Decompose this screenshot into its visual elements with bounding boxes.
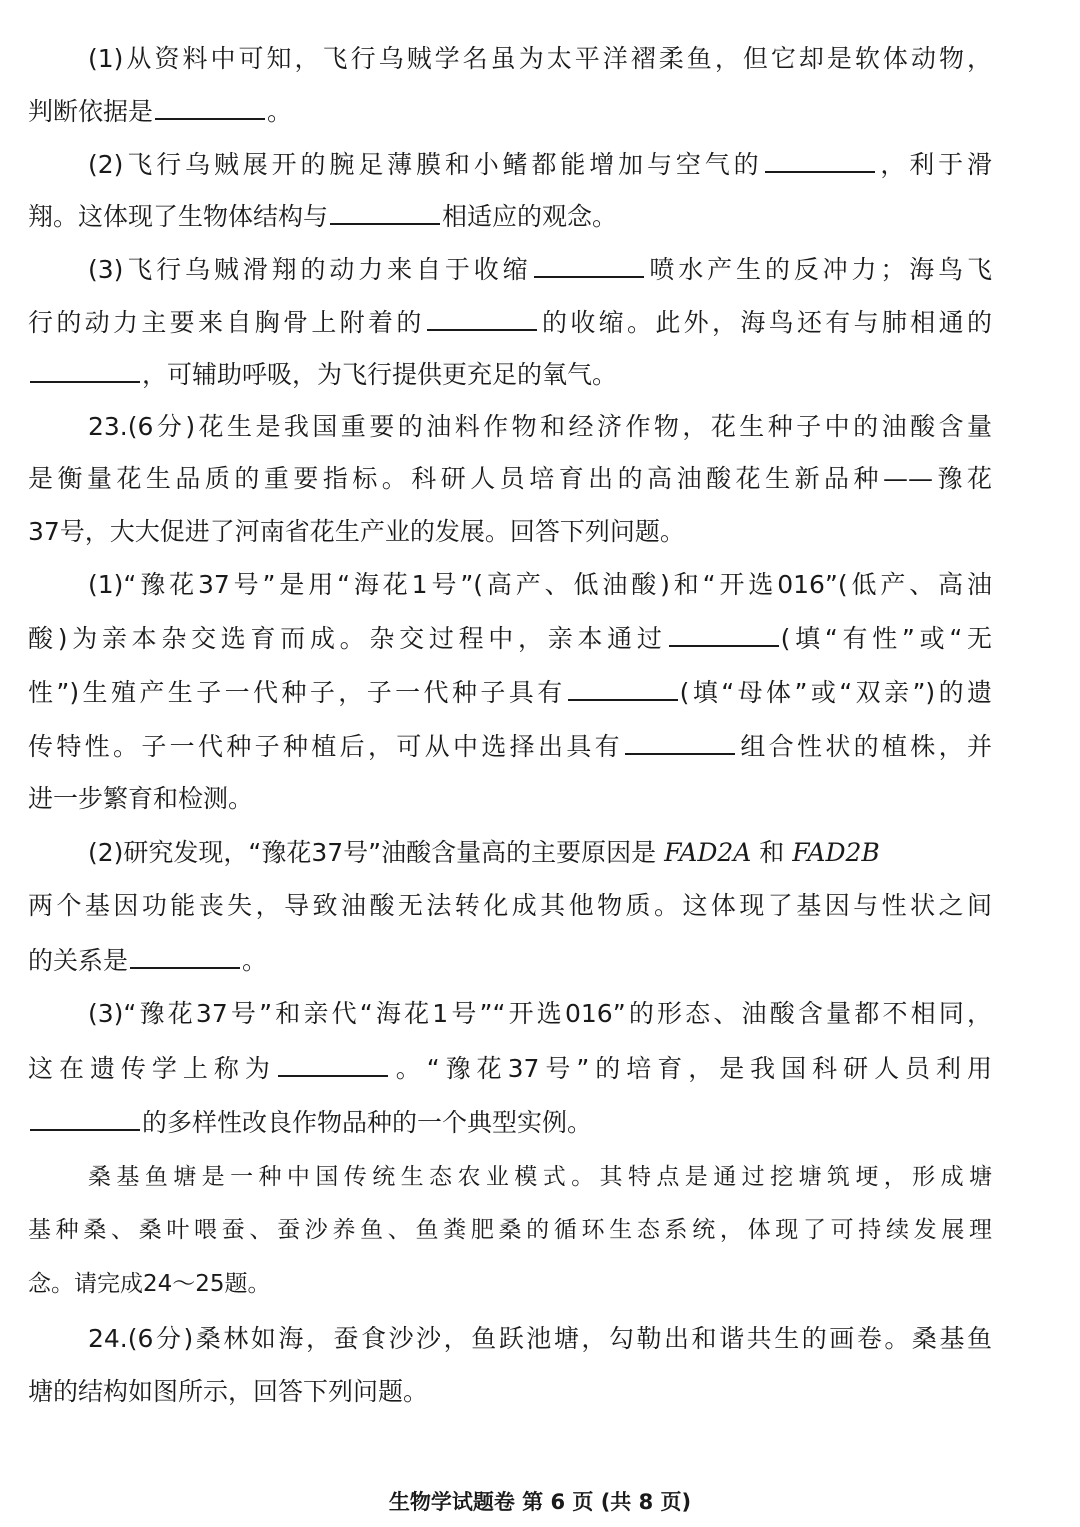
q23-part1-line2 bbox=[28, 621, 992, 656]
text: 判断依据是 bbox=[28, 97, 154, 126]
q22-part1-line1 bbox=[88, 42, 992, 76]
q23-part3-line2 bbox=[28, 1051, 992, 1086]
q22-part2-line2 bbox=[28, 199, 992, 234]
answer-blank[interactable] bbox=[625, 729, 735, 755]
answer-blank[interactable] bbox=[427, 305, 537, 331]
material-line3 bbox=[28, 1267, 992, 1301]
q23-intro-line1 bbox=[88, 410, 992, 444]
answer-blank[interactable] bbox=[155, 94, 265, 120]
text: 翔。这体现了生物体结构与 bbox=[28, 202, 329, 231]
text: (3)“豫花37号”和亲代“海花1号”“开选016”的形态、油酸含量都不相同， bbox=[88, 999, 992, 1028]
q23-intro-line2 bbox=[28, 462, 992, 496]
material-line2 bbox=[28, 1213, 992, 1247]
text: 行的动力主要来自胸骨上附着的 bbox=[28, 308, 425, 337]
text: (1)从资料中可知，飞行乌贼学名虽为太平洋褶柔鱼，但它却是软体动物， bbox=[88, 44, 992, 73]
q23-part1-line4 bbox=[28, 729, 992, 764]
text: 进一步繁育和检测。 bbox=[28, 784, 254, 813]
answer-blank[interactable] bbox=[130, 943, 240, 969]
q22-part1-line2 bbox=[28, 94, 992, 129]
q23-part1-line5 bbox=[28, 782, 992, 816]
text: 喷水产生的反冲力；海鸟飞 bbox=[645, 255, 992, 284]
answer-blank[interactable] bbox=[669, 621, 779, 647]
text: ，利于滑 bbox=[876, 150, 992, 179]
text: 24.(6分)桑林如海，蚕食沙沙，鱼跃池塘，勾勒出和谐共生的画卷。桑基鱼 bbox=[88, 1324, 992, 1353]
text: (2)飞行乌贼展开的腕足薄膜和小鳍都能增加与空气的 bbox=[88, 150, 763, 179]
q23-part2-line3 bbox=[28, 943, 992, 978]
text: 的多样性改良作物品种的一个典型实例。 bbox=[142, 1108, 593, 1137]
q24-line2 bbox=[28, 1375, 992, 1409]
text: 。 bbox=[267, 97, 293, 126]
q23-part1-line1 bbox=[88, 568, 992, 602]
answer-blank[interactable] bbox=[30, 1105, 140, 1131]
text: 23.(6分)花生是我国重要的油料作物和经济作物，花生种子中的油酸含量 bbox=[88, 412, 992, 441]
text: 和 bbox=[759, 838, 785, 867]
page-footer: 生物学试题卷 第 6 页 (共 8 页) bbox=[388, 1490, 692, 1514]
text: 性”)生殖产生子一代种子，子一代种子具有 bbox=[28, 678, 566, 707]
gene-name: FAD2A bbox=[664, 838, 752, 867]
text: 组合性状的植株，并 bbox=[736, 732, 992, 761]
text: 两个基因功能丧失，导致油酸无法转化成其他物质。这体现了基因与性状之间 bbox=[28, 891, 992, 920]
q24-line1 bbox=[88, 1322, 992, 1356]
answer-blank[interactable] bbox=[534, 252, 644, 278]
text: (1)“豫花37号”是用“海花1号”(高产、低油酸)和“开选016”(低产、高油 bbox=[88, 570, 992, 599]
answer-blank[interactable] bbox=[278, 1051, 388, 1077]
text: 传特性。子一代种子种植后，可从中选择出具有 bbox=[28, 732, 623, 761]
text: 37号，大大促进了河南省花生产业的发展。回答下列问题。 bbox=[28, 517, 685, 546]
answer-blank[interactable] bbox=[568, 675, 678, 701]
text: (填“母体”或“双亲”)的遗 bbox=[679, 678, 992, 707]
q22-part3-line1 bbox=[88, 252, 992, 287]
material-line1 bbox=[88, 1160, 992, 1194]
text: 酸)为亲本杂交选育而成。杂交过程中，亲本通过 bbox=[28, 624, 667, 653]
q23-part2-line1 bbox=[88, 836, 992, 870]
q23-part3-line3 bbox=[28, 1105, 992, 1140]
text: 塘的结构如图所示，回答下列问题。 bbox=[28, 1377, 429, 1406]
q23-part2-line2 bbox=[28, 889, 992, 923]
text: 相适应的观念。 bbox=[442, 202, 618, 231]
q22-part3-line3 bbox=[28, 357, 992, 392]
answer-blank[interactable] bbox=[30, 357, 140, 383]
text: 这在遗传学上称为 bbox=[28, 1054, 276, 1083]
text: (2)研究发现，“豫花37号”油酸含量高的主要原因是 bbox=[88, 838, 657, 867]
q22-part2-line1 bbox=[88, 147, 992, 182]
text: 。 bbox=[242, 946, 268, 975]
gene-name: FAD2B bbox=[792, 838, 880, 867]
text: (填“有性”或“无 bbox=[780, 624, 992, 653]
q22-part3-line2 bbox=[28, 305, 992, 340]
answer-blank[interactable] bbox=[330, 199, 440, 225]
text: 基种桑、桑叶喂蚕、蚕沙养鱼、鱼粪肥桑的循环生态系统，体现了可持续发展理 bbox=[28, 1217, 992, 1243]
q23-part3-line1 bbox=[88, 997, 992, 1031]
text: 。“豫花37号”的培育，是我国科研人员利用 bbox=[389, 1054, 992, 1083]
text: 是衡量花生品质的重要指标。科研人员培育出的高油酸花生新品种——豫花 bbox=[28, 464, 992, 493]
q23-intro-line3 bbox=[28, 515, 992, 549]
answer-blank[interactable] bbox=[765, 147, 875, 173]
text: 的收缩。此外，海鸟还有与肺相通的 bbox=[538, 308, 992, 337]
text: (3)飞行乌贼滑翔的动力来自于收缩 bbox=[88, 255, 532, 284]
text: 桑基鱼塘是一种中国传统生态农业模式。其特点是通过挖塘筑埂，形成塘 bbox=[88, 1164, 992, 1190]
text: ，可辅助呼吸，为飞行提供更充足的氧气。 bbox=[142, 360, 618, 389]
text: 的关系是 bbox=[28, 946, 129, 975]
q23-part1-line3 bbox=[28, 675, 992, 710]
text: 念。请完成24～25题。 bbox=[28, 1271, 271, 1297]
